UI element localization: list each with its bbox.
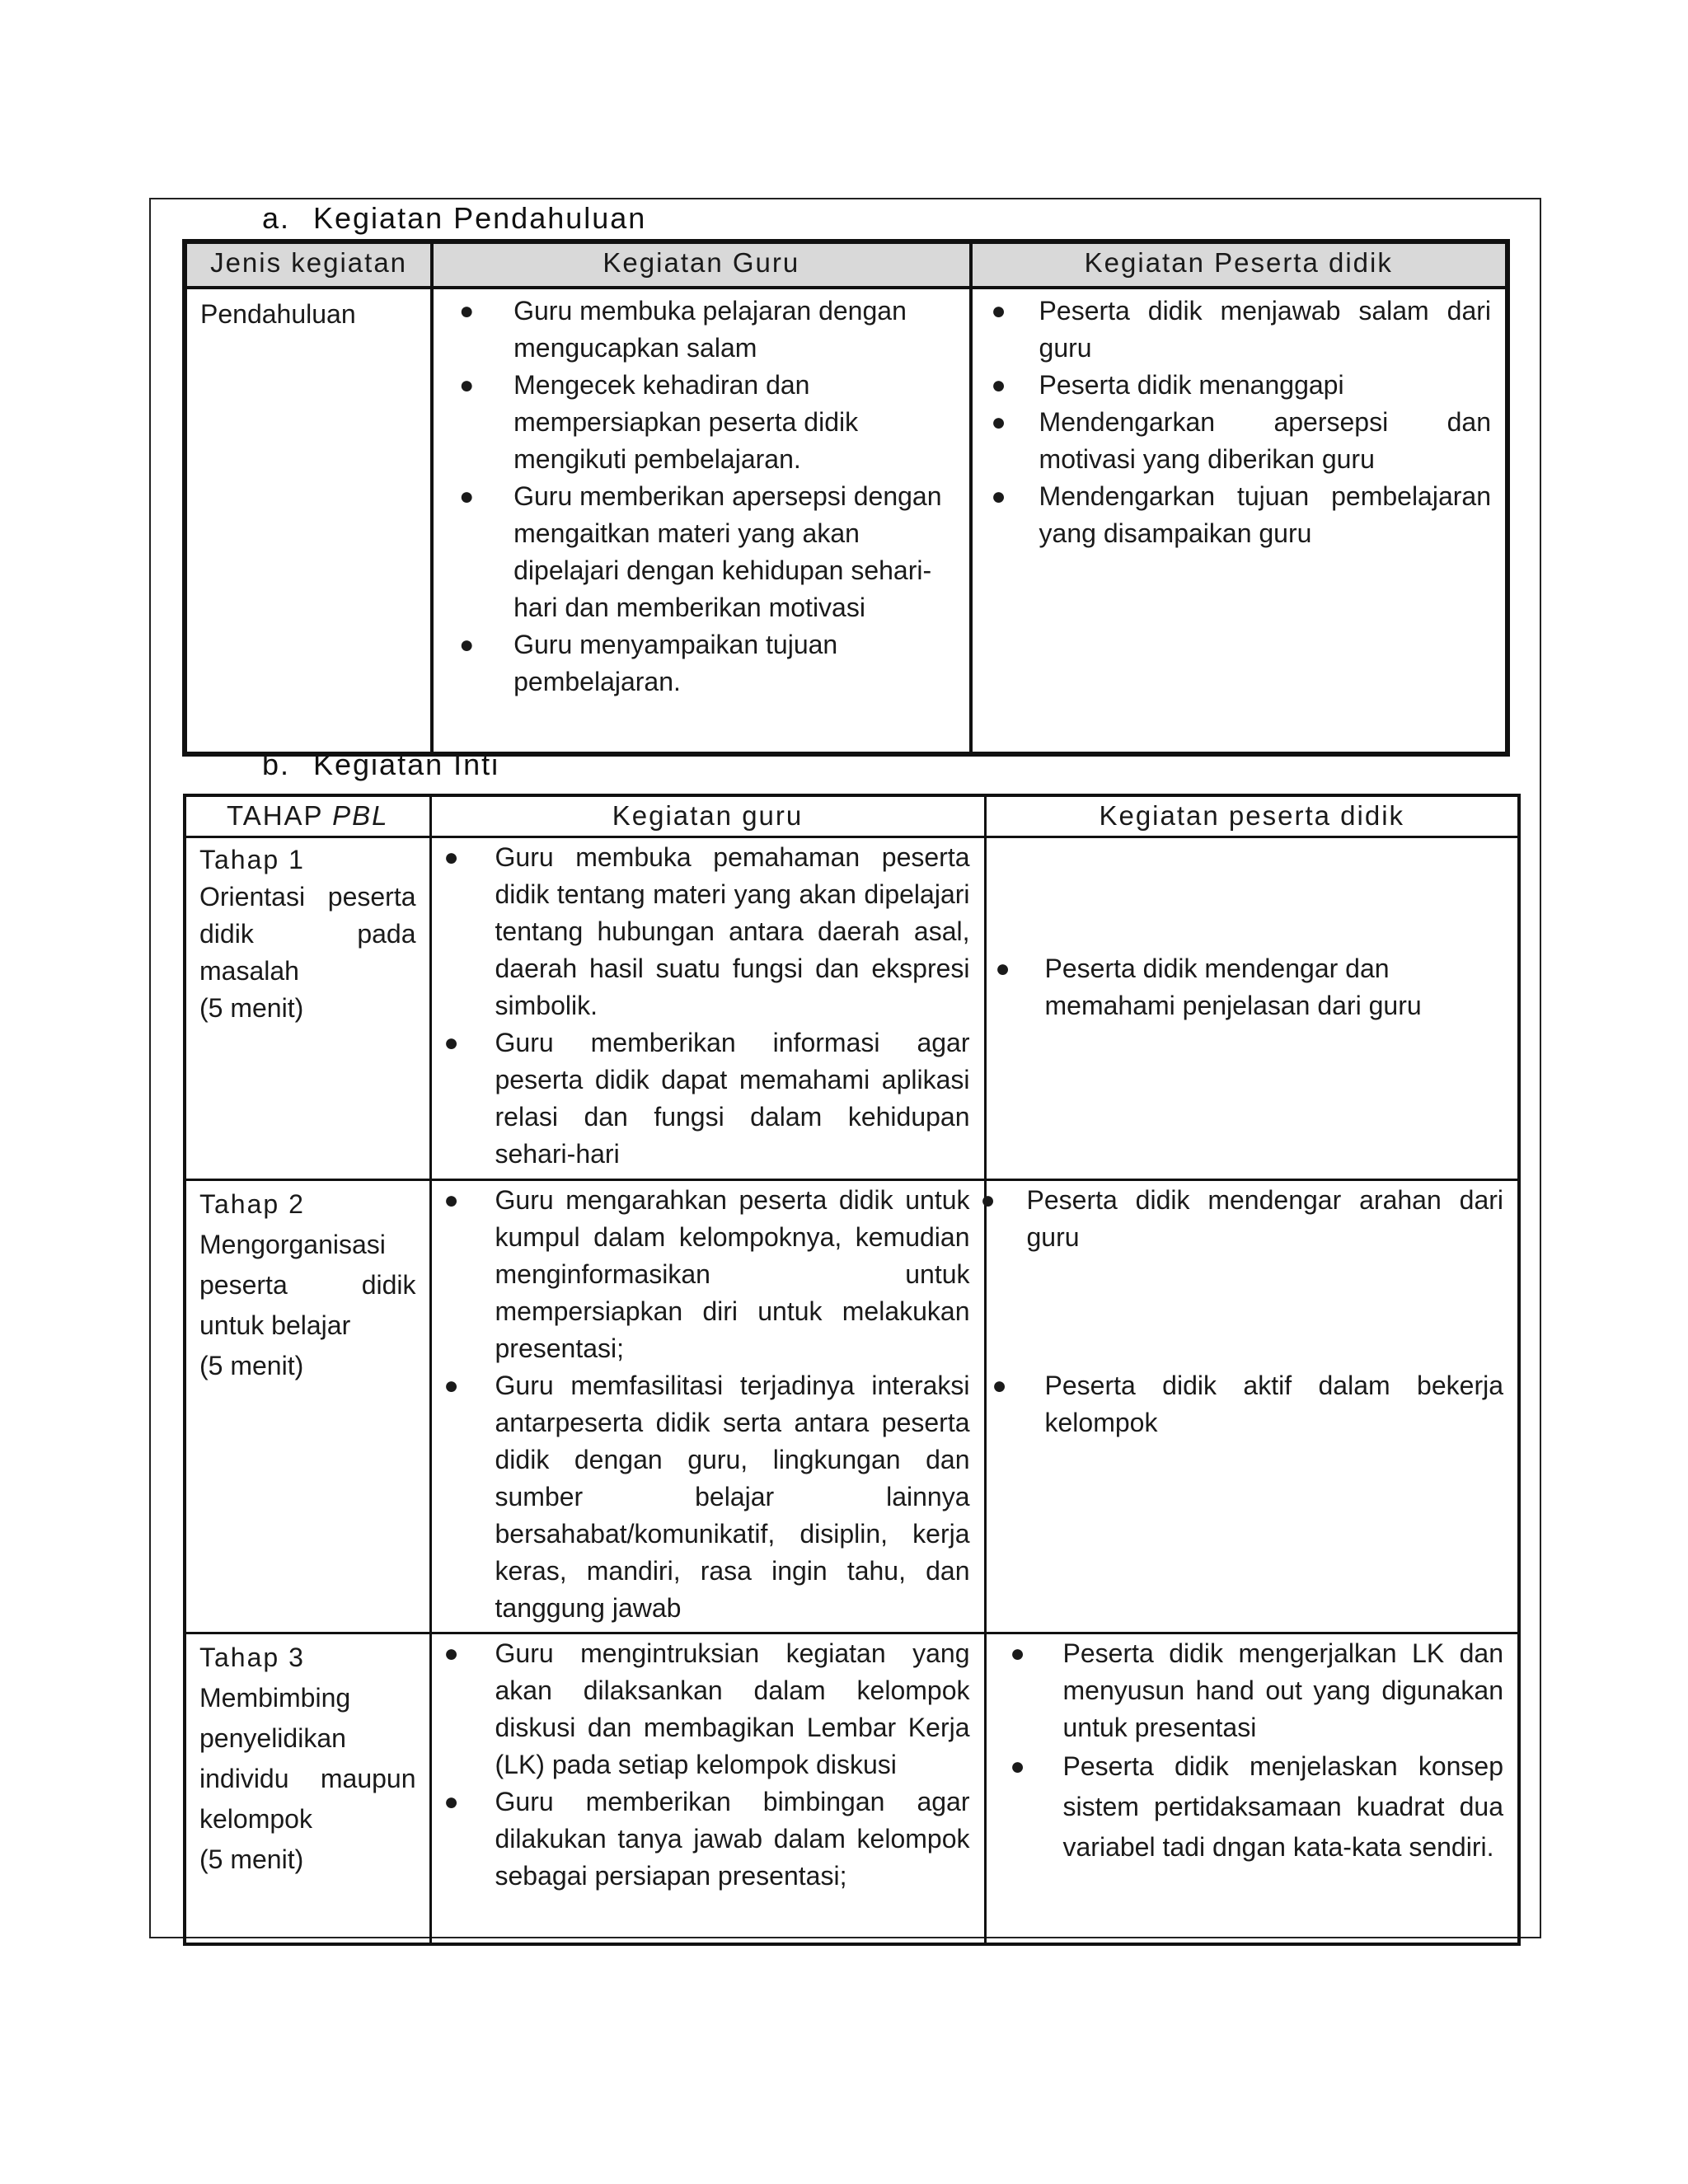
pendahuluan-table: [182, 239, 1510, 757]
kegiatan-peserta-list: [987, 950, 1517, 1024]
list-item: ● Guru membuka pelajaran dengan mengucapkan salam: [434, 293, 968, 367]
bullet-icon: ●: [980, 1186, 996, 1214]
header-kegiatan-guru: Kegiatan Guru: [432, 241, 970, 288]
kegiatan-inti-table: [183, 794, 1521, 1946]
list-item: ● Peserta didik menjawab salam dari guru: [973, 293, 1504, 367]
header-kegiatan-peserta: Kegiatan peserta didik: [985, 795, 1519, 837]
table-row: [185, 288, 1507, 754]
tahap-duration: (5 menit): [199, 1350, 304, 1380]
bullet-icon: ●: [443, 1639, 459, 1667]
bullet-icon: ●: [443, 1371, 459, 1399]
list-item: ● Guru memberikan bimbingan agar dilakukan tanya jawab dalam kelompok sebagai persiapan presentasi;: [433, 1783, 983, 1895]
kegiatan-guru-cell: [430, 837, 985, 1179]
bullet-icon: ●: [995, 954, 1010, 982]
tahap-duration: (5 menit): [199, 1844, 304, 1874]
header-jenis-kegiatan: Jenis kegiatan: [185, 241, 432, 288]
bullet-icon: ●: [443, 843, 459, 871]
bullet-icon: ●: [991, 298, 1006, 325]
tahap-cell: [185, 837, 430, 1179]
section-b-title: Kegiatan Inti: [313, 748, 500, 781]
list-item: ● Mendengarkan apersepsi dan motivasi yang diberikan guru: [973, 404, 1504, 478]
kegiatan-guru-cell: [432, 288, 970, 754]
kegiatan-guru-list: [433, 1182, 983, 1627]
spacer: [987, 839, 1517, 950]
section-b-heading: [262, 748, 499, 782]
list-item: ● Guru menyampaikan tujuan pembelajaran.: [434, 626, 968, 701]
list-item: ● Peserta didik mendengar dan memahami penjelasan dari guru: [987, 950, 1517, 1024]
bullet-icon: ●: [443, 1186, 459, 1214]
section-a-heading: [262, 201, 646, 236]
tahap-description: Membimbing penyelidikan individu maupun kelompok: [199, 1682, 416, 1834]
jenis-kegiatan-cell: [185, 288, 432, 754]
header-tahap-pbl: TAHAP PBL: [185, 795, 430, 837]
kegiatan-peserta-cell: [980, 1179, 1519, 1633]
section-a-title: Kegiatan Pendahuluan: [313, 201, 647, 235]
header-kegiatan-peserta: Kegiatan Peserta didik: [971, 241, 1507, 288]
list-item: ● Peserta didik aktif dalam bekerja kelompok: [987, 1367, 1517, 1441]
kegiatan-peserta-list: [987, 1635, 1517, 1868]
list-item: ● Mengecek kehadiran dan mempersiapkan peserta didik mengikuti pembelajaran.: [434, 367, 968, 478]
bullet-icon: ●: [992, 1371, 1007, 1399]
bullet-icon: ●: [991, 409, 1006, 436]
list-item: ● Peserta didik menjelaskan konsep sistem pertidaksamaan kuadrat dua variabel tadi dngan kata-kata sendiri.: [987, 1746, 1517, 1868]
tahap-description: Orientasi peserta didik pada masalah: [199, 881, 416, 986]
bullet-icon: ●: [443, 1788, 459, 1816]
kegiatan-peserta-cell: [971, 288, 1507, 754]
kegiatan-guru-cell: [430, 1179, 985, 1633]
list-item: ● Guru membuka pemahaman peserta didik tentang materi yang akan dipelajari tentang hubungan antara daerah asal, daerah hasil suatu fungsi dan ekspresi simbolik.: [433, 839, 983, 1024]
list-item: ● Guru memberikan informasi agar peserta didik dapat memahami aplikasi relasi dan fungsi dalam kehidupan sehari-hari: [433, 1024, 983, 1173]
section-b-number: b.: [262, 748, 291, 781]
list-item: ● Mendengarkan tujuan pembelajaran yang disampaikan guru: [973, 478, 1504, 552]
table-row: [185, 837, 1519, 1179]
table-header-row: [185, 795, 1519, 837]
bullet-icon: ●: [459, 298, 475, 325]
tahap-description: Mengorganisasi peserta didik untuk belajar: [199, 1229, 416, 1340]
list-item: ● Peserta didik mendengar arahan dari guru: [987, 1182, 1517, 1256]
list-item: ● Guru memfasilitasi terjadinya interaksi antarpeserta didik serta antara peserta didik dengan guru, lingkungan dan sumber belajar lainnya bersahabat/komunikatif, disiplin, kerja keras, mandiri, rasa ingin tahu, dan tanggung jawab: [433, 1367, 983, 1627]
list-item: ● Peserta didik mengerjalkan LK dan menyusun hand out yang digunakan untuk presentasi: [987, 1635, 1517, 1746]
kegiatan-peserta-list: [980, 1182, 1517, 1441]
table-row: [185, 1633, 1519, 1944]
tahap-cell: [185, 1179, 430, 1633]
bullet-icon: ●: [459, 483, 475, 510]
header-kegiatan-guru: Kegiatan guru: [430, 795, 985, 837]
table-row: [185, 1179, 1519, 1633]
kegiatan-peserta-cell: [985, 1633, 1519, 1944]
bullet-icon: ●: [459, 631, 475, 658]
tahap-title: Tahap 2: [199, 1188, 305, 1219]
bullet-icon: ●: [1010, 1752, 1025, 1780]
list-item: ● Guru mengarahkan peserta didik untuk kumpul dalam kelompoknya, kemudian menginformasikan untuk mempersiapkan diri untuk melakukan presentasi;: [433, 1182, 983, 1367]
bullet-icon: ●: [1010, 1639, 1025, 1667]
list-item: ● Guru memberikan apersepsi dengan mengaitkan materi yang akan dipelajari dengan kehidupan sehari-hari dan memberikan motivasi: [434, 478, 968, 626]
kegiatan-peserta-cell: [985, 837, 1519, 1179]
table-header-row: [185, 241, 1507, 288]
tahap-duration: (5 menit): [199, 992, 304, 1023]
jenis-kegiatan-text: Pendahuluan: [200, 299, 356, 329]
tahap-title: Tahap 1: [199, 844, 305, 874]
bullet-icon: ●: [459, 372, 475, 399]
kegiatan-guru-list: [433, 1635, 983, 1895]
kegiatan-guru-cell: [430, 1633, 985, 1944]
kegiatan-guru-list: [434, 293, 968, 701]
list-item: ● Guru mengintruksian kegiatan yang akan dilaksankan dalam kelompok diskusi dan membagikan Lembar Kerja (LK) pada setiap kelompok diskusi: [433, 1635, 983, 1783]
bullet-icon: ●: [991, 483, 1006, 510]
tahap-title: Tahap 3: [199, 1642, 305, 1672]
bullet-icon: ●: [443, 1029, 459, 1057]
list-item: ● Peserta didik menanggapi: [973, 367, 1504, 404]
kegiatan-peserta-list: [973, 293, 1504, 552]
bullet-icon: ●: [991, 372, 1006, 399]
tahap-cell: [185, 1633, 430, 1944]
section-a-number: a.: [262, 201, 291, 235]
kegiatan-guru-list: [433, 839, 983, 1173]
